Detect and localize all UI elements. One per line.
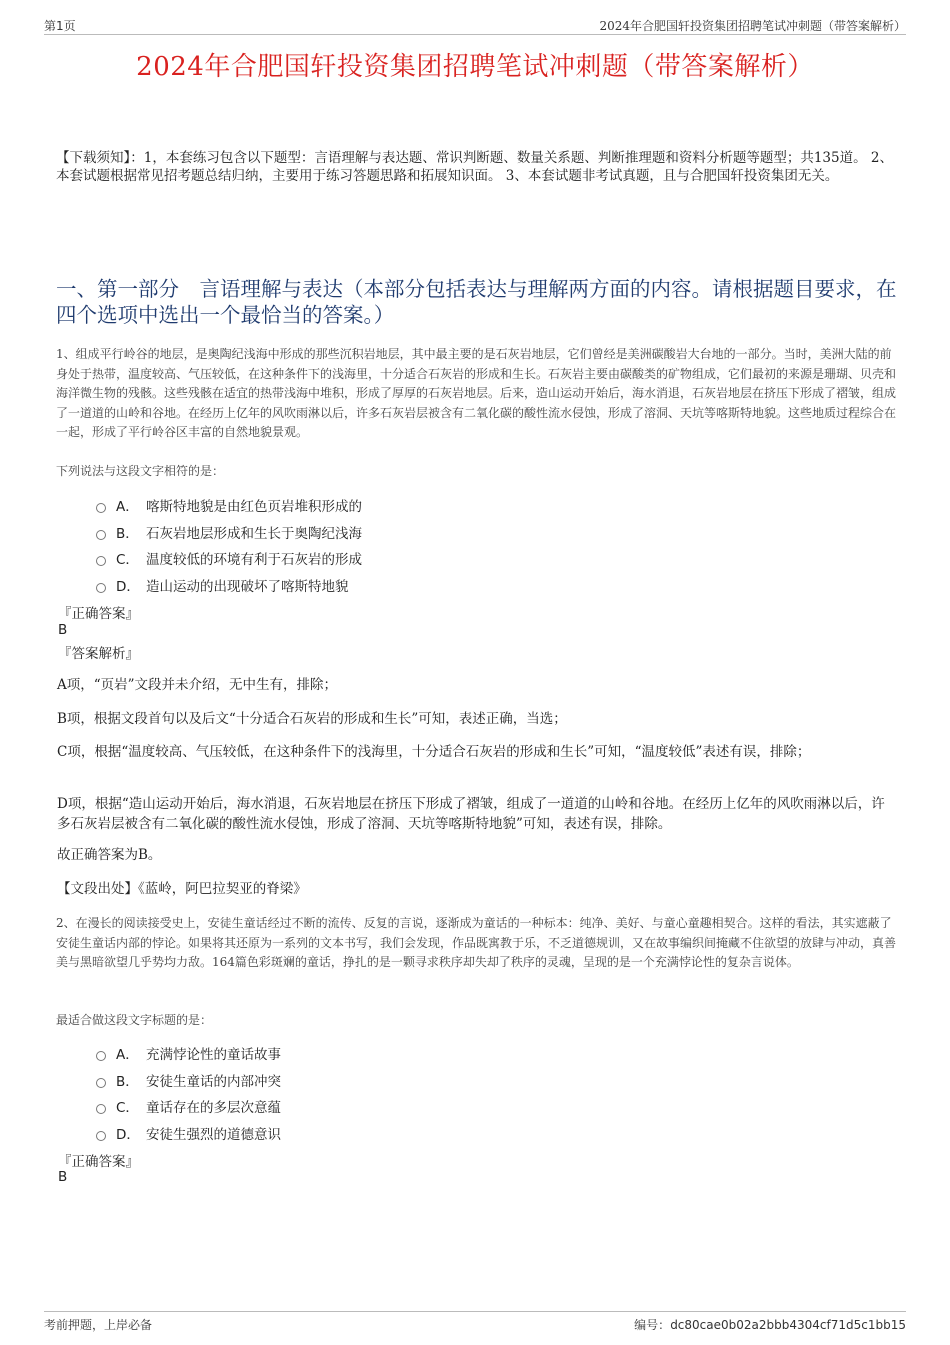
option-b[interactable]: B． 石灰岩地层形成和生长于奥陶纪浅海 bbox=[96, 519, 362, 546]
code-value: dc80cae0b02a2bbb4304cf71d5c1bb15 bbox=[670, 1318, 906, 1332]
option-a[interactable]: A． 喀斯特地貌是由红色页岩堆积形成的 bbox=[96, 492, 362, 519]
option-c[interactable]: C． 温度较低的环境有利于石灰岩的形成 bbox=[96, 545, 362, 572]
radio-button[interactable] bbox=[96, 503, 106, 513]
radio-button[interactable] bbox=[96, 1131, 106, 1141]
answer-value: B bbox=[58, 622, 68, 638]
page-footer bbox=[44, 1311, 906, 1334]
answer-label: 『正确答案』 bbox=[58, 1154, 139, 1170]
radio-button[interactable] bbox=[96, 530, 106, 540]
analysis-label: 『答案解析』 bbox=[58, 646, 139, 662]
conclusion: 故正确答案为B。 bbox=[57, 847, 162, 863]
answer-label: 『正确答案』 bbox=[58, 606, 139, 622]
footer-code bbox=[634, 1316, 906, 1333]
download-notice: 【下载须知】：1，本套练习包含以下题型：言语理解与表达题、常识判断题、数量关系题、判断推理题和资料分析题等题型；共135道。 2、本套试题根据常见招考题总结归纳，主要用于练习答题思路和拓展知识面。 3、本套试题非考试真题，且与合肥国轩投资集团无关。 bbox=[56, 150, 893, 184]
source-citation: 【文段出处】《蓝岭，阿巴拉契亚的脊梁》 bbox=[57, 881, 307, 897]
answer-value: B bbox=[58, 1169, 68, 1185]
radio-button[interactable] bbox=[96, 1051, 106, 1061]
option-a[interactable]: A． 充满悖论性的童话故事 bbox=[96, 1040, 281, 1067]
option-c[interactable]: C． 童话存在的多层次意蕴 bbox=[96, 1093, 281, 1120]
question-2-prompt: 最适合做这段文字标题的是： bbox=[56, 1013, 213, 1027]
question-1-passage: 1、组成平行岭谷的地层，是奥陶纪浅海中形成的那些沉积岩地层，其中最主要的是石灰岩地层，它们曾经是美洲碳酸岩大台地的一部分。当时，美洲大陆的前身处于热带，温度较高、气压较低，在这种条件下的浅海里，十分适合石灰岩的形成和生长。石灰岩主要由碳酸类的矿物组成，它们最初的来源是珊瑚、贝壳和海洋微生物的残骸。这些残骸在适宜的热带浅海中堆积，形成了厚厚的石灰岩地层。后来，造山运动开始后，海水消退，石灰岩地层在挤压下形成了褶皱，组成了一道道的山岭和谷地。在经历上亿年的风吹雨淋以后，许多石灰岩层被含有二氧化碳的酸性流水侵蚀，形成了溶洞、天坑等喀斯特地貌。这些地质过程综合在一起，形成了平行岭谷区丰富的自然地貌景观。 bbox=[56, 347, 897, 439]
question-2-options bbox=[96, 1040, 281, 1146]
explanation-d: D项，根据“造山运动开始后，海水消退，石灰岩地层在挤压下形成了褶皱，组成了一道道的山岭和谷地。在经历上亿年的风吹雨淋以后，许多石灰岩层被含有二氧化碳的酸性流水侵蚀，形成了溶洞、天坑等喀斯特地貌”可知，表述有误，排除。 bbox=[57, 796, 885, 832]
explanation-a: A项，“页岩”文段并未介绍，无中生有，排除； bbox=[57, 677, 338, 693]
option-b[interactable]: B． 安徒生童话的内部冲突 bbox=[96, 1067, 281, 1094]
radio-button[interactable] bbox=[96, 1078, 106, 1088]
page-header bbox=[44, 14, 906, 35]
explanation-c: C项，根据“温度较高、气压较低，在这种条件下的浅海里，十分适合石灰岩的形成和生长”可知，“温度较低”表述有误，排除； bbox=[57, 744, 811, 760]
question-2-passage: 2、在漫长的阅读接受史上，安徒生童话经过不断的流传、反复的言说，逐渐成为童话的一种标本：纯净、美好、与童心童趣相契合。这样的看法，其实遮蔽了安徒生童话内部的悖论。如果将其还原为一系列的文本书写，我们会发现，作品既寓教于乐，不乏道德规训，又在故事编织间掩藏不住欲望的放肆与冲动，真善美与黑暗欲望几乎势均力敌。164篇色彩斑斓的童话，挣扎的是一颗寻求秩序却失却了秩序的灵魂，呈现的是一个充满悖论性的复杂言说体。 bbox=[56, 916, 897, 969]
radio-button[interactable] bbox=[96, 583, 106, 593]
question-1-prompt: 下列说法与这段文字相符的是： bbox=[56, 464, 225, 478]
explanation-b: B项，根据文段首句以及后文“十分适合石灰岩的形成和生长”可知，表述正确，当选； bbox=[57, 711, 567, 727]
code-label: 编号： bbox=[634, 1318, 671, 1332]
page-number: 第1页 bbox=[44, 19, 76, 33]
option-d[interactable]: D． 安徒生强烈的道德意识 bbox=[96, 1120, 281, 1147]
header-doc-name: 2024年合肥国轩投资集团招聘笔试冲刺题（带答案解析） bbox=[599, 19, 906, 33]
radio-button[interactable] bbox=[96, 556, 106, 566]
option-d[interactable]: D． 造山运动的出现破坏了喀斯特地貌 bbox=[96, 572, 362, 599]
radio-button[interactable] bbox=[96, 1104, 106, 1114]
section-title: 一、第一部分 言语理解与表达（本部分包括表达与理解两方面的内容。请根据题目要求，在四个选项中选出一个最恰当的答案。） bbox=[56, 277, 897, 327]
question-1-options bbox=[96, 492, 362, 598]
page-title: 2024年合肥国轩投资集团招聘笔试冲刺题（带答案解析） bbox=[136, 52, 814, 82]
footer-slogan: 考前押题，上岸必备 bbox=[44, 1318, 153, 1332]
